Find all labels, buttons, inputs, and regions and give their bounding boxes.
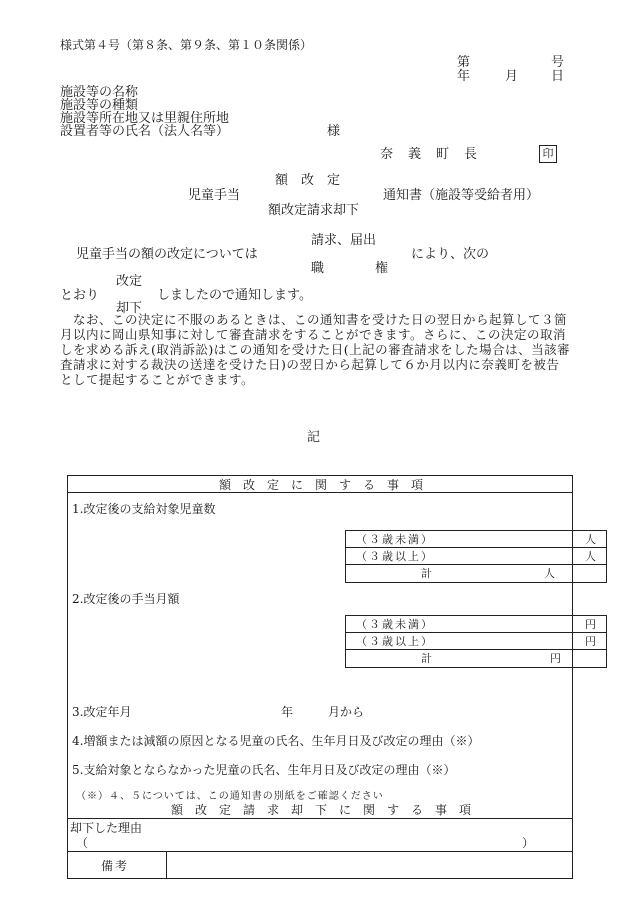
line2-post: しましたので通知します。 <box>157 288 312 303</box>
facility-address-label: 施設等所在地又は里親住所地 <box>60 111 230 126</box>
form-number: 様式第４号（第８条、第９条、第１０条関係） <box>60 38 313 52</box>
doc-no-prefix: 第 <box>457 55 471 70</box>
reject-reason-label: 却下した理由 <box>70 821 143 835</box>
footnote: （※）４、５については、この通知書の別紙をご確認ください <box>76 791 384 802</box>
line2-bottom: 却下 <box>116 301 143 316</box>
reject-paren-open: （ <box>76 836 89 850</box>
child-count-total-row: 計 人 <box>421 567 555 580</box>
section2-header: 額 改 定 請 求 却 下 に 関 す る 事 項 <box>170 803 471 817</box>
item3-label: 3.改定年月 <box>72 705 132 719</box>
date-year: 年 <box>457 69 471 84</box>
item2-label: 2.改定後の手当月額 <box>72 592 180 606</box>
issuer-name: 奈 義 町 長 <box>380 147 479 162</box>
reject-paren-close: ） <box>522 836 535 850</box>
line1-top: 請求、届出 <box>311 233 377 248</box>
child-count-over3-row: （３歳以上） 人 <box>346 548 606 565</box>
appeal-paragraph: なお、この決定に不服のあるときは、この通知書を受けた日の翌日から起算して３箇月以内に岡山県知事に対して審査請求をすることができます。さらに、この決定の取消しを求める訴え(取消訴訟)はこの通知を受けた日(上記の審査請求をした場合は、当該審査請求に対する裁決の送達を受けた日)の翌日から起算して６か月以内に奈義町を被告として提起することができます。 <box>60 312 571 387</box>
item3-month: 月から <box>328 705 365 719</box>
item5-label: 5.支給対象とならなかった児童の氏名、生年月日及び改定の理由（※） <box>72 763 456 777</box>
amount-over3-row: （３歳以上） 円 <box>346 633 606 650</box>
amount-total-row: 計 円 <box>421 652 561 665</box>
amount-under3-row: （３歳未満） 円 <box>346 616 606 633</box>
item1-label: 1.改定後の支給対象児童数 <box>72 502 216 516</box>
founder-name-label: 設置者等の氏名（法人名等） <box>60 124 230 139</box>
line2-pre: とおり <box>60 288 100 303</box>
title-left: 児童手当 <box>188 188 241 203</box>
line1-pre: 児童手当の額の改定については <box>76 247 258 262</box>
seal-mark: 印 <box>539 145 557 163</box>
child-count-under3-row: （３歳未満） 人 <box>346 531 606 548</box>
title-right: 通知書（施設等受給者用） <box>383 188 540 203</box>
title-bottom: 額改定請求却下 <box>268 203 360 218</box>
date-month: 月 <box>505 69 519 84</box>
child-count-box <box>345 530 607 583</box>
monthly-amount-box <box>345 615 607 668</box>
item4-label: 4.増額または減額の原因となる児童の氏名、生年月日及び改定の理由（※） <box>72 734 480 748</box>
doc-no-suffix: 号 <box>551 55 565 70</box>
item3-year: 年 <box>281 705 294 719</box>
facility-name-label: 施設等の名称 <box>60 85 139 100</box>
line1-bottom-a: 職 <box>311 261 325 276</box>
section1-header: 額 改 定 に 関 す る 事 項 <box>218 478 423 492</box>
remarks-label: 備考 <box>101 859 130 873</box>
line2-top: 改定 <box>116 274 143 289</box>
date-day: 日 <box>551 69 565 84</box>
title-top: 額 改 定 <box>275 173 341 188</box>
facility-type-label: 施設等の種類 <box>60 98 139 113</box>
honorific: 様 <box>327 124 341 139</box>
line1-bottom-b: 権 <box>375 261 389 276</box>
ki-mark: 記 <box>307 430 321 445</box>
details-table <box>67 475 596 879</box>
line1-post: により、次の <box>411 247 490 262</box>
